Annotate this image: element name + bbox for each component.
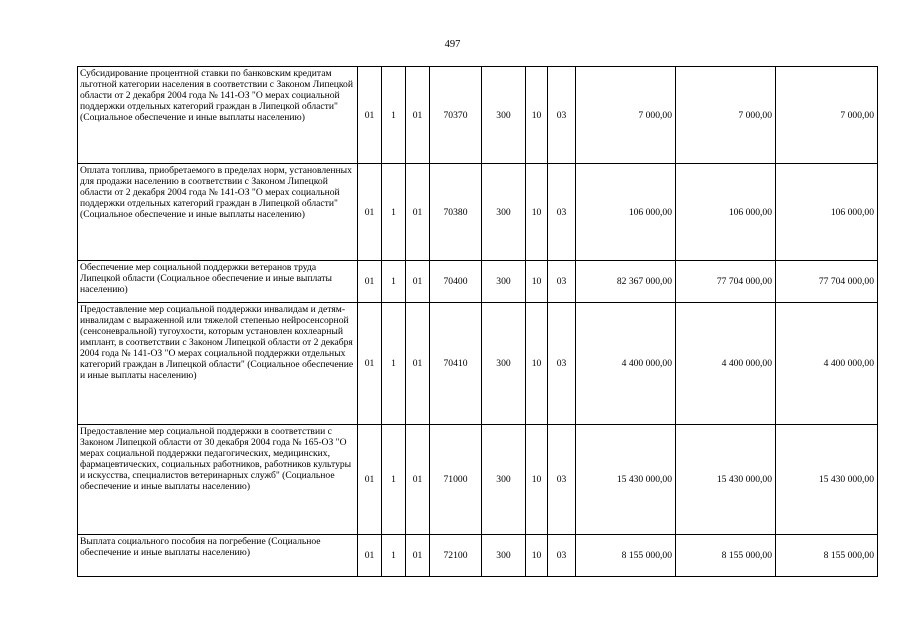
code-cell: 10 (526, 67, 548, 164)
code-cell: 300 (482, 303, 526, 425)
amount-cell: 8 155 000,00 (676, 535, 776, 577)
code-cell: 01 (406, 67, 430, 164)
code-cell: 03 (548, 164, 576, 261)
amount-cell: 8 155 000,00 (576, 535, 676, 577)
table-row (78, 261, 878, 303)
code-cell: 01 (406, 535, 430, 577)
code-cell: 10 (526, 303, 548, 425)
code-cell: 03 (548, 261, 576, 303)
code-cell: 1 (382, 303, 406, 425)
amount-cell: 4 400 000,00 (676, 303, 776, 425)
code-cell: 1 (382, 425, 406, 535)
amount-cell: 106 000,00 (576, 164, 676, 261)
code-cell: 70370 (430, 67, 482, 164)
amount-cell: 106 000,00 (776, 164, 878, 261)
amount-cell: 77 704 000,00 (776, 261, 878, 303)
code-cell: 10 (526, 425, 548, 535)
code-cell: 300 (482, 67, 526, 164)
code-cell: 01 (406, 425, 430, 535)
row-name: Предоставление мер социальной поддержки инвалидам и детям-инвалидам с выраженной или тяжелой степенью нейросенсорной (сенсоневральной) тугоухости, которым установлен кохлеарный имплант, в соответствии с Законом Липецкой области от 2 декабря 2004 года № 141-ОЗ "О мерах социальной поддержки отдельных категорий граждан в Липецкой области" (Социальное обеспечение и иные выплаты населению) (78, 303, 358, 425)
code-cell: 70410 (430, 303, 482, 425)
amount-cell: 106 000,00 (676, 164, 776, 261)
code-cell: 03 (548, 303, 576, 425)
code-cell: 1 (382, 261, 406, 303)
code-cell: 1 (382, 67, 406, 164)
code-cell: 300 (482, 164, 526, 261)
code-cell: 01 (358, 67, 382, 164)
code-cell: 10 (526, 164, 548, 261)
code-cell: 01 (406, 164, 430, 261)
code-cell: 01 (358, 261, 382, 303)
code-cell: 03 (548, 67, 576, 164)
row-name: Выплата социального пособия на погребение (Социальное обеспечение и иные выплаты населению) (78, 535, 358, 577)
table-row (78, 67, 878, 164)
code-cell: 1 (382, 164, 406, 261)
code-cell: 71000 (430, 425, 482, 535)
amount-cell: 4 400 000,00 (776, 303, 878, 425)
page-number: 497 (444, 39, 461, 50)
amount-cell: 8 155 000,00 (776, 535, 878, 577)
amount-cell: 15 430 000,00 (576, 425, 676, 535)
code-cell: 03 (548, 535, 576, 577)
table-row (78, 535, 878, 577)
code-cell: 10 (526, 261, 548, 303)
amount-cell: 7 000,00 (676, 67, 776, 164)
code-cell: 300 (482, 425, 526, 535)
code-cell: 70400 (430, 261, 482, 303)
amount-cell: 15 430 000,00 (676, 425, 776, 535)
budget-table (77, 66, 878, 577)
amount-cell: 77 704 000,00 (676, 261, 776, 303)
code-cell: 72100 (430, 535, 482, 577)
code-cell: 03 (548, 425, 576, 535)
table-row (78, 303, 878, 425)
code-cell: 01 (406, 303, 430, 425)
amount-cell: 15 430 000,00 (776, 425, 878, 535)
code-cell: 01 (358, 164, 382, 261)
code-cell: 10 (526, 535, 548, 577)
row-name: Субсидирование процентной ставки по банковским кредитам льготной категории населения в соответствии с Законом Липецкой области от 2 декабря 2004 года № 141-ОЗ "О мерах социальной поддержки отдельных категорий граждан в Липецкой области" (Социальное обеспечение и иные выплаты населению) (78, 67, 358, 164)
amount-cell: 7 000,00 (776, 67, 878, 164)
code-cell: 01 (358, 303, 382, 425)
row-name: Предоставление мер социальной поддержки в соответствии с Законом Липецкой области от 30 декабря 2004 года № 165-ОЗ "О мерах социальной поддержки педагогических, медицинских, фармацевтических, социальных работников, работников культуры и искусства, специалистов ветеринарных служб" (Социальное обеспечение и иные выплаты населению) (78, 425, 358, 535)
code-cell: 1 (382, 535, 406, 577)
table-row (78, 164, 878, 261)
code-cell: 300 (482, 535, 526, 577)
code-cell: 01 (406, 261, 430, 303)
row-name: Обеспечение мер социальной поддержки ветеранов труда Липецкой области (Социальное обеспечение и иные выплаты населению) (78, 261, 358, 303)
amount-cell: 4 400 000,00 (576, 303, 676, 425)
amount-cell: 82 367 000,00 (576, 261, 676, 303)
code-cell: 70380 (430, 164, 482, 261)
amount-cell: 7 000,00 (576, 67, 676, 164)
row-name: Оплата топлива, приобретаемого в пределах норм, установленных для продажи населению в соответствии с Законом Липецкой области от 2 декабря 2004 года № 141-ОЗ "О мерах социальной поддержки отдельных категорий граждан в Липецкой области" (Социальное обеспечение и иные выплаты населению) (78, 164, 358, 261)
code-cell: 01 (358, 425, 382, 535)
code-cell: 01 (358, 535, 382, 577)
code-cell: 300 (482, 261, 526, 303)
table-row (78, 425, 878, 535)
